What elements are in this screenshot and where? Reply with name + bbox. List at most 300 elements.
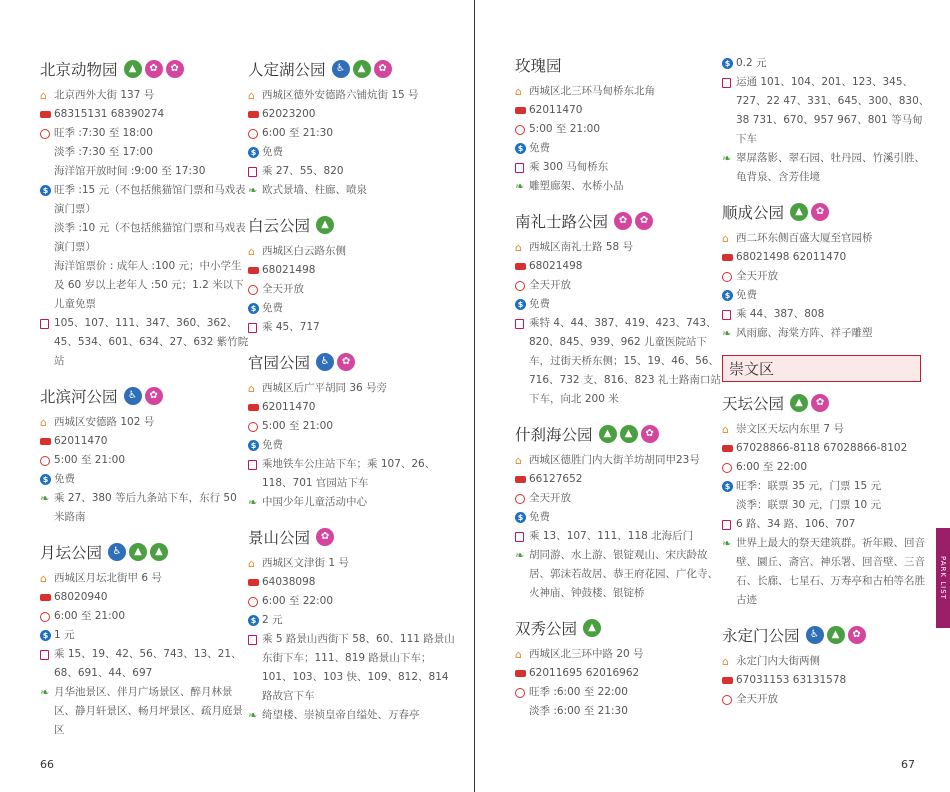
bus-icon	[248, 323, 257, 333]
phone-icon	[515, 107, 526, 114]
icon-slot	[515, 508, 529, 527]
column-1	[40, 56, 250, 752]
house-icon: ⌂	[515, 241, 522, 254]
info-row	[248, 493, 458, 512]
info-text: 68020940	[54, 591, 108, 603]
park-entry	[722, 390, 932, 610]
park-entry	[722, 622, 932, 709]
clock-icon	[40, 456, 50, 466]
icon-slot	[515, 257, 529, 276]
info-row	[722, 477, 932, 496]
phone-icon	[248, 267, 259, 274]
info-row	[248, 318, 458, 337]
icon-slot	[722, 515, 736, 534]
park-entry	[515, 615, 725, 721]
coin-icon: $	[515, 512, 526, 523]
info-text: 62011695 62016962	[529, 667, 640, 679]
icon-slot	[515, 276, 529, 295]
icon-slot	[722, 286, 736, 305]
blue-facility-icon: ♿	[806, 626, 824, 644]
park-entry	[515, 208, 725, 409]
house-icon: ⌂	[722, 423, 729, 436]
info-row	[722, 690, 932, 709]
phone-icon	[515, 476, 526, 483]
pink-facility-icon: ✿	[145, 387, 163, 405]
info-row	[515, 139, 725, 158]
icon-slot	[515, 527, 529, 546]
coin-icon: $	[722, 481, 733, 492]
info-row	[248, 299, 458, 318]
phone-icon	[248, 404, 259, 411]
icon-slot	[40, 86, 54, 105]
park-name: 北京动物园	[40, 61, 118, 79]
park-name: 月坛公园	[40, 544, 103, 562]
icon-slot	[248, 493, 262, 512]
icon-slot	[515, 238, 529, 257]
icon-slot	[248, 611, 262, 630]
house-icon: ⌂	[722, 655, 729, 668]
pink-facility-icon: ✿	[641, 425, 659, 443]
park-name: 玫瑰园	[515, 57, 562, 75]
info-row	[722, 496, 932, 515]
info-text: 67031153 63131578	[736, 674, 847, 686]
bus-icon	[248, 635, 257, 645]
info-row	[40, 162, 250, 181]
bus-icon	[722, 78, 731, 88]
info-row	[722, 248, 932, 267]
icon-slot	[722, 671, 736, 690]
phone-icon	[722, 445, 733, 452]
icon-slot	[722, 248, 736, 267]
info-text: 旺季 :7:30 至 18:00	[54, 127, 153, 139]
info-row	[515, 82, 725, 101]
icon-slot	[722, 690, 736, 709]
info-row	[248, 630, 458, 706]
icon-slot	[248, 143, 262, 162]
info-text: 永定门内大街两侧	[736, 655, 820, 667]
icon-slot	[40, 432, 54, 451]
park-header	[722, 622, 932, 648]
info-text: 62011470	[54, 435, 108, 447]
info-row	[722, 286, 932, 305]
info-text: 淡季 :10 元（不包括熊猫馆门票和马戏表演门票）	[54, 222, 246, 253]
info-text: 乘地铁车公庄站下车；乘 107、26、118、701 官园站下车	[262, 458, 436, 489]
icon-slot	[515, 489, 529, 508]
info-text: 欧式景墙、柱廊、喷泉	[262, 184, 367, 196]
pink-facility-icon: ✿	[614, 212, 632, 230]
info-text: 免费	[529, 142, 550, 154]
info-text: 月华池景区、伴月广场景区、醉月林景区、静月轩景区、畅月坪景区、疏月庭景区	[54, 686, 243, 736]
info-row	[40, 314, 250, 371]
icon-slot	[40, 588, 54, 607]
park-header	[248, 349, 458, 375]
leaf-icon: ❧	[515, 549, 525, 562]
park-entry	[248, 524, 458, 725]
park-header	[248, 524, 458, 550]
icon-slot	[722, 652, 736, 671]
info-text: 海洋馆开放时间 :9:00 至 17:30	[54, 165, 206, 177]
clock-icon	[248, 285, 258, 295]
icon-slot	[515, 451, 529, 470]
leaf-icon: ❧	[248, 184, 258, 197]
info-text: 旺季 :6:00 至 22:00	[529, 686, 628, 698]
info-row	[722, 515, 932, 534]
info-row	[515, 314, 725, 409]
clock-icon	[515, 125, 525, 135]
icon-slot	[722, 439, 736, 458]
info-text: 免费	[262, 146, 283, 158]
info-row	[40, 569, 250, 588]
phone-icon	[722, 677, 733, 684]
phone-icon	[40, 111, 51, 118]
park-entry	[40, 539, 250, 740]
info-row	[248, 398, 458, 417]
info-text: 免费	[529, 298, 550, 310]
info-row	[248, 181, 458, 200]
info-text: 68021498 62011470	[736, 251, 847, 263]
clock-icon	[515, 688, 525, 698]
info-text: 西城区德胜门内大街羊坊胡同甲23号	[529, 454, 700, 466]
info-row	[248, 261, 458, 280]
column-2	[248, 56, 458, 737]
pink-facility-icon: ✿	[811, 203, 829, 221]
coin-icon: $	[248, 303, 259, 314]
coin-icon: $	[248, 440, 259, 451]
pink-facility-icon: ✿	[811, 394, 829, 412]
green-facility-icon: ▲	[583, 619, 601, 637]
icon-slot	[515, 177, 529, 196]
phone-icon	[515, 670, 526, 677]
icon-slot	[515, 645, 529, 664]
leaf-icon: ❧	[40, 492, 50, 505]
blue-facility-icon: ♿	[108, 543, 126, 561]
info-row	[248, 573, 458, 592]
icon-slot	[722, 458, 736, 477]
info-row	[722, 420, 932, 439]
info-text: 68021498	[262, 264, 316, 276]
info-text: 62023200	[262, 108, 316, 120]
info-text: 全天开放	[529, 279, 571, 291]
info-row	[40, 451, 250, 470]
icon-slot	[515, 101, 529, 120]
icon-slot	[722, 305, 736, 324]
info-text: 旺季：联票 35 元，门票 15 元	[736, 480, 882, 492]
column-4	[722, 54, 932, 721]
info-text: 雕塑廊架、水桥小品	[529, 180, 624, 192]
blue-facility-icon: ♿	[124, 387, 142, 405]
info-row	[248, 162, 458, 181]
park-name: 白云公园	[248, 217, 311, 235]
leaf-icon: ❧	[722, 537, 732, 550]
coin-icon: $	[722, 58, 733, 69]
leaf-icon: ❧	[722, 327, 732, 340]
info-text: 西城区南礼士路 58 号	[529, 241, 634, 253]
info-text: 免费	[529, 511, 550, 523]
pink-facility-icon: ✿	[848, 626, 866, 644]
info-row	[515, 238, 725, 257]
coin-icon: $	[40, 185, 51, 196]
park-name: 人定湖公园	[248, 61, 326, 79]
info-row	[515, 645, 725, 664]
icon-slot	[40, 413, 54, 432]
side-tab: PARK LIST	[936, 528, 950, 628]
info-row	[515, 683, 725, 702]
icon-slot	[248, 105, 262, 124]
info-text: 2 元	[262, 614, 283, 626]
info-text: 5:00 至 21:00	[262, 420, 334, 432]
info-text: 105、107、111、347、360、362、45、534、601、634、27、632 紫竹院站	[54, 317, 249, 367]
info-row	[40, 470, 250, 489]
icon-slot	[40, 105, 54, 124]
coin-icon: $	[515, 299, 526, 310]
icon-slot	[40, 645, 54, 664]
info-row	[722, 439, 932, 458]
coin-icon: $	[722, 290, 733, 301]
icon-slot	[40, 470, 54, 489]
park-entry	[248, 56, 458, 200]
info-row	[515, 546, 725, 603]
phone-icon	[40, 438, 51, 445]
park-name: 永定门公园	[722, 627, 800, 645]
info-row	[248, 105, 458, 124]
info-text: 64038098	[262, 576, 316, 588]
info-text: 全天开放	[262, 283, 304, 295]
green-facility-icon: ▲	[790, 203, 808, 221]
icon-slot	[40, 626, 54, 645]
info-row	[515, 177, 725, 196]
icon-slot	[722, 267, 736, 286]
pink-facility-icon: ✿	[337, 353, 355, 371]
icon-slot	[248, 455, 262, 474]
bus-icon	[722, 520, 731, 530]
leaf-icon: ❧	[248, 496, 258, 509]
icon-slot	[515, 546, 529, 565]
icon-slot	[248, 573, 262, 592]
info-row	[40, 432, 250, 451]
info-text: 免费	[54, 473, 75, 485]
park-header	[248, 56, 458, 82]
info-text: 5:00 至 21:00	[529, 123, 601, 135]
info-text: 全天开放	[736, 270, 778, 282]
info-text: 免费	[262, 439, 283, 451]
info-row	[515, 702, 725, 721]
info-text: 西城区月坛北街甲 6 号	[54, 572, 162, 584]
icon-slot	[722, 229, 736, 248]
info-text: 西城区北三环中路 20 号	[529, 648, 644, 660]
info-row	[40, 413, 250, 432]
info-row	[248, 592, 458, 611]
park-header	[248, 212, 458, 238]
info-text: 旺季 :15 元（不包括熊猫馆门票和马戏表演门票）	[54, 184, 246, 215]
pink-facility-icon: ✿	[635, 212, 653, 230]
park-header	[515, 208, 725, 234]
icon-slot	[722, 477, 736, 496]
park-name: 官园公园	[248, 354, 311, 372]
icon-slot	[722, 54, 736, 73]
park-header	[40, 383, 250, 409]
info-row	[722, 305, 932, 324]
park-header	[40, 56, 250, 82]
info-text: 世界上最大的祭天建筑群。祈年殿、回音壁、圜丘、斋宫、神乐署、回音壁、三音石、长廊、七星石、万寿亭和古柏等名胜古迹	[736, 537, 925, 606]
green-facility-icon: ▲	[620, 425, 638, 443]
info-row	[722, 324, 932, 343]
park-name: 顺成公园	[722, 204, 785, 222]
bus-icon	[515, 532, 524, 542]
info-row	[248, 417, 458, 436]
info-row	[722, 54, 932, 73]
info-row	[515, 158, 725, 177]
info-row	[722, 671, 932, 690]
park-entry	[40, 56, 250, 371]
green-facility-icon: ▲	[124, 60, 142, 78]
info-text: 绮望楼、崇祯皇帝自缢处、万春亭	[262, 709, 420, 721]
icon-slot	[515, 314, 529, 333]
icon-slot	[248, 261, 262, 280]
info-text: 5:00 至 21:00	[54, 454, 126, 466]
info-row	[40, 86, 250, 105]
info-text: 乘 44、387、808	[736, 308, 825, 320]
icon-slot	[40, 607, 54, 626]
park-entry	[248, 212, 458, 337]
icon-slot	[515, 664, 529, 683]
park-header	[722, 390, 932, 416]
info-row	[515, 508, 725, 527]
leaf-icon: ❧	[515, 180, 525, 193]
info-text: 66127652	[529, 473, 583, 485]
info-text: 西城区文津街 1 号	[262, 557, 349, 569]
green-facility-icon: ▲	[129, 543, 147, 561]
clock-icon	[515, 494, 525, 504]
info-text: 6:00 至 21:00	[54, 610, 126, 622]
icon-slot	[40, 451, 54, 470]
icon-slot	[515, 295, 529, 314]
info-text: 翠屏落影、翠石园、牡丹园、竹溪引胜、龟背泉、含芳佳境	[736, 152, 925, 183]
info-text: 6:00 至 22:00	[262, 595, 334, 607]
park-entry	[515, 421, 725, 603]
info-row	[248, 436, 458, 455]
phone-icon	[248, 111, 259, 118]
icon-slot	[248, 398, 262, 417]
coin-icon: $	[40, 630, 51, 641]
info-text: 全天开放	[736, 693, 778, 705]
icon-slot	[248, 299, 262, 318]
info-row	[515, 470, 725, 489]
phone-icon	[248, 579, 259, 586]
info-row	[40, 489, 250, 527]
info-text: 67028866-8118 67028866-8102	[736, 442, 908, 454]
clock-icon	[722, 463, 732, 473]
info-text: 西城区德外安德路六铺炕街 15 号	[262, 89, 419, 101]
info-row	[515, 276, 725, 295]
info-text: 免费	[736, 289, 757, 301]
house-icon: ⌂	[248, 382, 255, 395]
clock-icon	[40, 612, 50, 622]
bus-icon	[515, 163, 524, 173]
park-entry	[40, 383, 250, 527]
info-text: 免费	[262, 302, 283, 314]
info-text: 胡同游、水上游、银锭观山、宋庆龄故居、郭沫若故居、恭王府花园、广化寺、火神庙、钟鼓楼、银锭桥	[529, 549, 718, 599]
district-header: 崇文区	[722, 355, 921, 382]
info-text: 北京西外大街 137 号	[54, 89, 155, 101]
info-text: 西城区北三环马甸桥东北角	[529, 85, 655, 97]
leaf-icon: ❧	[722, 152, 732, 165]
clock-icon	[515, 281, 525, 291]
icon-slot	[40, 569, 54, 588]
clock-icon	[248, 597, 258, 607]
info-text: 淡季：联票 30 元，门票 10 元	[736, 499, 882, 511]
green-facility-icon: ▲	[150, 543, 168, 561]
info-row	[515, 120, 725, 139]
park-header	[515, 615, 725, 641]
clock-icon	[722, 695, 732, 705]
house-icon: ⌂	[248, 89, 255, 102]
blue-facility-icon: ♿	[332, 60, 350, 78]
house-icon: ⌂	[40, 572, 47, 585]
green-facility-icon: ▲	[599, 425, 617, 443]
park-entry	[722, 199, 932, 343]
info-row	[248, 242, 458, 261]
info-row	[40, 105, 250, 124]
park-entry	[248, 349, 458, 512]
phone-icon	[515, 263, 526, 270]
info-row	[40, 626, 250, 645]
info-row	[515, 664, 725, 683]
house-icon: ⌂	[515, 648, 522, 661]
bus-icon	[248, 167, 257, 177]
icon-slot	[248, 592, 262, 611]
bus-icon	[40, 650, 49, 660]
page-number-right: 67	[901, 758, 915, 771]
icon-slot	[248, 630, 262, 649]
clock-icon	[248, 422, 258, 432]
park-header	[40, 539, 250, 565]
info-text: 淡季 :7:30 至 17:00	[54, 146, 153, 158]
info-text: 6:00 至 22:00	[736, 461, 808, 473]
icon-slot	[722, 149, 736, 168]
info-row	[722, 149, 932, 187]
info-text: 乘 45、717	[262, 321, 320, 333]
icon-slot	[515, 683, 529, 702]
info-row	[40, 257, 250, 314]
info-text: 6 路、34 路、106、707	[736, 518, 856, 530]
icon-slot	[515, 139, 529, 158]
park-name: 天坛公园	[722, 395, 785, 413]
info-row	[722, 73, 932, 149]
icon-slot	[248, 436, 262, 455]
house-icon: ⌂	[515, 454, 522, 467]
icon-slot	[722, 534, 736, 553]
info-text: 风雨廊、海棠方阵、祥子雕塑	[736, 327, 873, 339]
info-text: 乘 5 路景山西街下 58、60、111 路景山东街下车；111、819 路景山下车；101、103、103 快、109、812、814 路故宫下车	[262, 633, 455, 702]
icon-slot	[722, 420, 736, 439]
coin-icon: $	[248, 615, 259, 626]
house-icon: ⌂	[40, 89, 47, 102]
info-row	[40, 181, 250, 219]
bus-icon	[515, 319, 524, 329]
green-facility-icon: ▲	[827, 626, 845, 644]
info-text: 0.2 元	[736, 57, 767, 69]
clock-icon	[722, 272, 732, 282]
house-icon: ⌂	[248, 557, 255, 570]
clock-icon	[248, 129, 258, 139]
info-text: 6:00 至 21:30	[262, 127, 334, 139]
park-entry	[722, 54, 932, 187]
park-entry	[515, 52, 725, 196]
icon-slot	[248, 706, 262, 725]
park-name: 双秀公园	[515, 620, 578, 638]
icon-slot	[515, 82, 529, 101]
pink-facility-icon: ✿	[374, 60, 392, 78]
